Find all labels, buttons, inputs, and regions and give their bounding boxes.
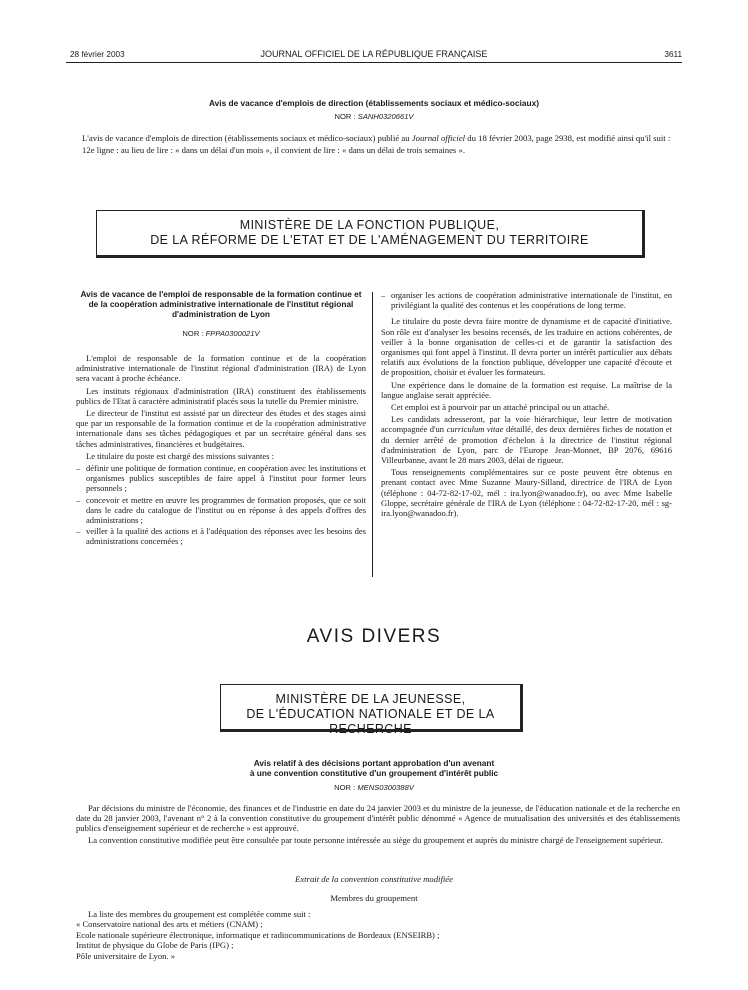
avis3-nor-code: MENS0300388V [357, 783, 414, 792]
avis2-r4-cv: curriculum vitae [446, 424, 504, 435]
avis2-right-paragraph-2: Une expérience dans le domaine de la formation est requise. La maîtrise de la langue anglaise serait appréciée. [381, 379, 672, 400]
avis1-body [70, 133, 682, 156]
avis3-membres-block [76, 909, 680, 961]
avis1-journal-ref: Journal officiel [411, 133, 466, 143]
avis1-title: Avis de vacance d'emplois de direction (établissements sociaux et médico-sociaux) [209, 98, 539, 108]
avis3-title [0, 758, 748, 778]
avis1-nor-label: NOR : [334, 112, 356, 121]
avis2-right-paragraph-4 [381, 414, 672, 465]
avis1-text-a: L'avis de vacance d'emplois de direction (établissements sociaux et médico-sociaux) publié au [82, 133, 410, 143]
avis2-paragraph-1: L'emploi de responsable de la formation continue et de la coopération administrative internationale de l'institut régional d'administration (IRA) de Lyon sera vacant à proche échéance. [76, 353, 366, 384]
list-item: « Conservatoire national des arts et métiers (CNAM) ; [76, 919, 263, 930]
avis1-paragraph-2: 12e ligne : au lieu de lire : « dans un délai d'un mois », il convient de lire : « dans un délai de trois semaines ». [82, 144, 466, 155]
header-page-number: 3611 [664, 50, 682, 59]
ministere-fonction-publique-box [96, 210, 645, 258]
avis2-paragraph-4: Le titulaire du poste est chargé des missions suivantes : [86, 450, 274, 461]
avis2-r4-text-c: détaillé, des deux dernières fiches de notation et du dernier arrêté de promotion d'échelon à la directrice de l'institut régional d'administration de Lyon, parc de l'Europe Jean-Monnet, BP 2076, 69616 Villeurbanne, avant le 28 mars 2003, délai de rigueur. [381, 424, 673, 466]
avis2-missions-list [76, 463, 366, 547]
avis2-nor-label: NOR : [182, 329, 204, 338]
header-journal-title: JOURNAL OFFICIEL DE LA RÉPUBLIQUE FRANÇAISE [260, 49, 488, 59]
ministere2-line1: MINISTÈRE DE LA JEUNESSE, [275, 692, 466, 706]
avis2-right-paragraph-5: Tous renseignements complémentaires sur ce poste peuvent être obtenus en prenant contact avec Mme Suzanne Maury-Silland, directrice de l'IRA de Lyon (téléphone : 04-72-82-17-02, mél : ira.lyon@wanadoo.fr), ou avec Mme Isabelle Gloppe, secrétaire générale de l'IRA de Lyon (téléphone : 04-72-82-17-20, mél : sg-ira.lyon@wanadoo.fr). [381, 467, 672, 519]
avis2-left-column [76, 353, 366, 548]
avis2-right-column [381, 290, 672, 520]
avis2-title: Avis de vacance de l'emploi de responsable de la formation continue et de la coopération administrative internationale de l'institut régional d'administration de Lyon [80, 289, 362, 319]
avis1-paragraph-1 [70, 133, 682, 144]
avis1-nor-code: SANH0320661V [357, 112, 414, 121]
avis3-title-line2: à une convention constitutive d'un groupement d'intérêt public [249, 768, 499, 778]
list-item: Pôle universitaire de Lyon. » [76, 950, 176, 961]
ministere1-line1: MINISTÈRE DE LA FONCTION PUBLIQUE, [239, 218, 500, 232]
avis3-nor-label: NOR : [334, 783, 356, 792]
avis3-liste-intro: La liste des membres du groupement est complétée comme suit : [88, 909, 311, 919]
ministere2-line2: DE L'ÉDUCATION NATIONALE ET DE LA RECHERCHE [246, 707, 495, 736]
list-item: – définir une politique de formation continue, en coopération avec les institutions et organismes publics susceptibles de faire appel à l'institut pour former leurs personnels ; [76, 463, 366, 494]
avis3-extrait: Extrait de la convention constitutive modifiée [294, 874, 454, 884]
list-item: – organiser les actions de coopération administrative internationale de l'institut, en privilégiant la qualité des contenus et les coopérations de long terme. [381, 290, 672, 310]
avis2-right-paragraph-3: Cet emploi est à pourvoir par un attaché principal ou un attaché. [391, 402, 610, 413]
avis2-nor [76, 329, 366, 338]
list-item: Ecole nationale supérieure électronique, informatique et radiocommunications de Bordeaux (ENSEIRB) ; [76, 929, 440, 940]
column-divider [372, 292, 373, 577]
avis3-paragraph-2: La convention constitutive modifiée peut être consultée par toute personne intéressée au siège du groupement et auprès du ministre chargé de l'enseignement supérieur. [88, 834, 663, 845]
ministere1-line2: DE LA RÉFORME DE L'ETAT ET DE L'AMÉNAGEMENT DU TERRITOIRE [150, 233, 589, 247]
avis3-body [76, 803, 680, 846]
avis2-paragraph-2: Les instituts régionaux d'administration (IRA) constituent des établissements publics de l'Etat à caractère administratif placés sous la tutelle du Premier ministre. [76, 385, 366, 406]
avis2-r4-text-a: Les candidats adresseront, par la voie hiérarchique, leur lettre de motivation accompagnée d'un [381, 414, 672, 435]
list-item: – concevoir et mettre en œuvre les programmes de formation proposés, que ce soit dans le cadre du catalogue de l'institut ou en réponse à des appels d'offres des administrations ; [76, 495, 366, 526]
avis-divers-heading: AVIS DIVERS [306, 626, 442, 647]
avis2-nor-code: FPPA0300021V [205, 329, 260, 338]
avis2-right-paragraph-1: Le titulaire du poste devra faire montre de dynamisme et de capacité d'initiative. Son rôle est d'analyser les besoins recensés, de les traduire en actions cohérentes, de veiller à la bonne organisation de celles-ci et de garantir la satisfaction des organismes qui font appel à l'institut. Il devra porter un intérêt particulier aux débats relatifs aux évolutions de la fonction publique, développer une capacité d'écoute et de proposition, choisir et évaluer les formateurs. [381, 316, 672, 378]
avis3-title-line1: Avis relatif à des décisions portant approbation d'un avenant [253, 758, 495, 768]
list-item: – veiller à la qualité des actions et à l'adéquation des réponses avec les besoins des administrations concernées ; [76, 526, 366, 546]
header-rule [66, 62, 682, 63]
avis1-text-c: du 18 février 2003, page 2938, est modifié ainsi qu'il suit : [467, 133, 671, 143]
avis3-nor [0, 783, 748, 792]
header-date: 28 février 2003 [70, 50, 125, 59]
list-item: Institut de physique du Globe de Paris (IPG) ; [76, 940, 234, 951]
avis1-nor [0, 112, 748, 121]
ministere-education-box [220, 684, 523, 736]
avis3-membres-heading: Membres du groupement [330, 893, 418, 903]
avis2-paragraph-3: Le directeur de l'institut est assisté par un directeur des études et des stages ainsi que par un responsable de la formation continue et de la coopération administrative internationale dans ses tâches pédagogiques et par un secrétaire général dans ses tâches administratives, financières et budgétaires. [76, 408, 366, 449]
avis3-paragraph-1: Par décisions du ministre de l'économie, des finances et de l'industrie en date du 24 janvier 2003 et du ministre de la jeunesse, de l'éducation nationale et de la recherche en date du 28 janvier 2003, l'avenant n° 2 à la convention constitutive du groupement d'intérêt public dénommé « Agence de mutualisation des universités et des établissements publics d'enseignement supérieur et de recherche » est approuvé. [76, 803, 680, 834]
avis2-missions-list-continued [381, 290, 672, 310]
